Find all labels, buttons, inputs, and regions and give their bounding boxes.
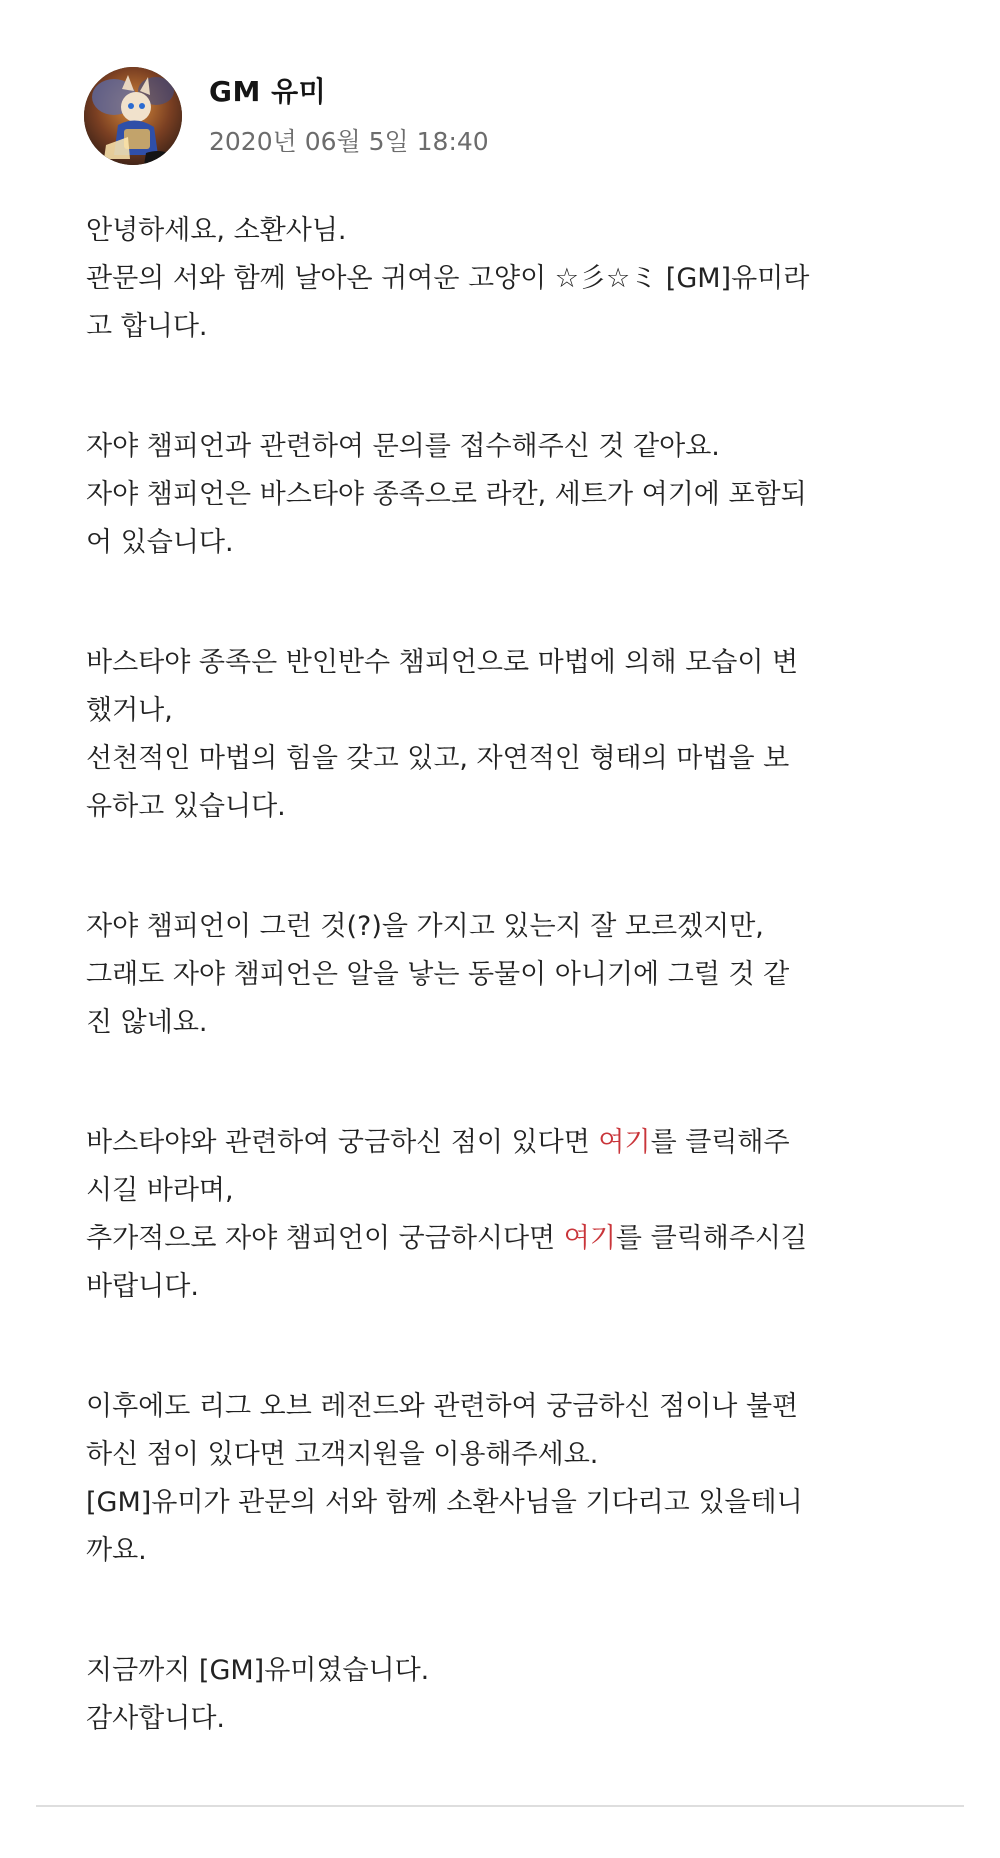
text-line: 자야 챔피언은 바스타야 종족으로 라칸, 세트가 여기에 포함되	[86, 479, 807, 510]
text-line: 자야 챔피언이 그런 것(?)을 가지고 있는지 잘 모르겠지만,	[86, 911, 764, 942]
author-name[interactable]: GM 유미	[209, 75, 327, 108]
text-segment: 추가적으로 자야 챔피언이 궁금하시다면	[86, 1223, 564, 1254]
paragraph-greeting	[86, 207, 916, 351]
post-body	[86, 207, 916, 1743]
text-line: 바랍니다.	[86, 1271, 199, 1302]
author-avatar[interactable]	[84, 67, 182, 165]
text-line: 선천적인 마법의 힘을 갖고 있고, 자연적인 형태의 마법을 보	[86, 743, 790, 774]
text-line: 하신 점이 있다면 고객지원을 이용해주세요.	[86, 1439, 599, 1470]
text-segment: 바스타야와 관련하여 궁금하신 점이 있다면	[86, 1127, 599, 1158]
text-line	[86, 1119, 916, 1167]
text-line: [GM]유미가 관문의 서와 함께 소환사님을 기다리고 있을테니	[86, 1487, 803, 1518]
text-line: 지금까지 [GM]유미였습니다.	[86, 1655, 430, 1686]
text-segment: 를 클릭해주시길	[615, 1223, 808, 1254]
paragraph-inquiry	[86, 423, 916, 567]
paragraph-closing	[86, 1647, 916, 1743]
text-line: 바스타야 종족은 반인반수 챔피언으로 마법에 의해 모습이 변	[86, 647, 799, 678]
text-line: 감사합니다.	[86, 1703, 225, 1734]
text-line: 안녕하세요, 소환사님.	[86, 215, 347, 246]
bottom-divider	[36, 1805, 964, 1807]
text-line: 유하고 있습니다.	[86, 791, 286, 822]
text-line: 시길 바라며,	[86, 1175, 234, 1206]
text-line: 진 않네요.	[86, 1007, 208, 1038]
text-segment: 를 클릭해주	[650, 1127, 790, 1158]
paragraph-links	[86, 1119, 916, 1311]
paragraph-xayah	[86, 903, 916, 1047]
post-header	[84, 66, 489, 166]
paragraph-support	[86, 1383, 916, 1575]
xayah-link[interactable]: 여기	[563, 1223, 616, 1254]
text-line: 이후에도 리그 오브 레전드와 관련하여 궁금하신 점이나 불편	[86, 1391, 799, 1422]
avatar-image	[84, 67, 182, 165]
paragraph-vastaya	[86, 639, 916, 831]
text-line: 그래도 자야 챔피언은 알을 낳는 동물이 아니기에 그럴 것 같	[86, 959, 790, 990]
text-line: 자야 챔피언과 관련하여 문의를 접수해주신 것 같아요.	[86, 431, 720, 462]
text-line: 했거나,	[86, 695, 173, 726]
post-date: 2020년 06월 5일 18:40	[209, 127, 489, 156]
vastaya-link[interactable]: 여기	[598, 1127, 651, 1158]
text-line: 관문의 서와 함께 날아온 귀여운 고양이 ☆彡☆ミ [GM]유미라	[86, 263, 810, 294]
text-line: 고 합니다.	[86, 311, 208, 342]
text-line	[86, 1215, 916, 1263]
text-line: 어 있습니다.	[86, 527, 234, 558]
text-line: 까요.	[86, 1535, 147, 1566]
